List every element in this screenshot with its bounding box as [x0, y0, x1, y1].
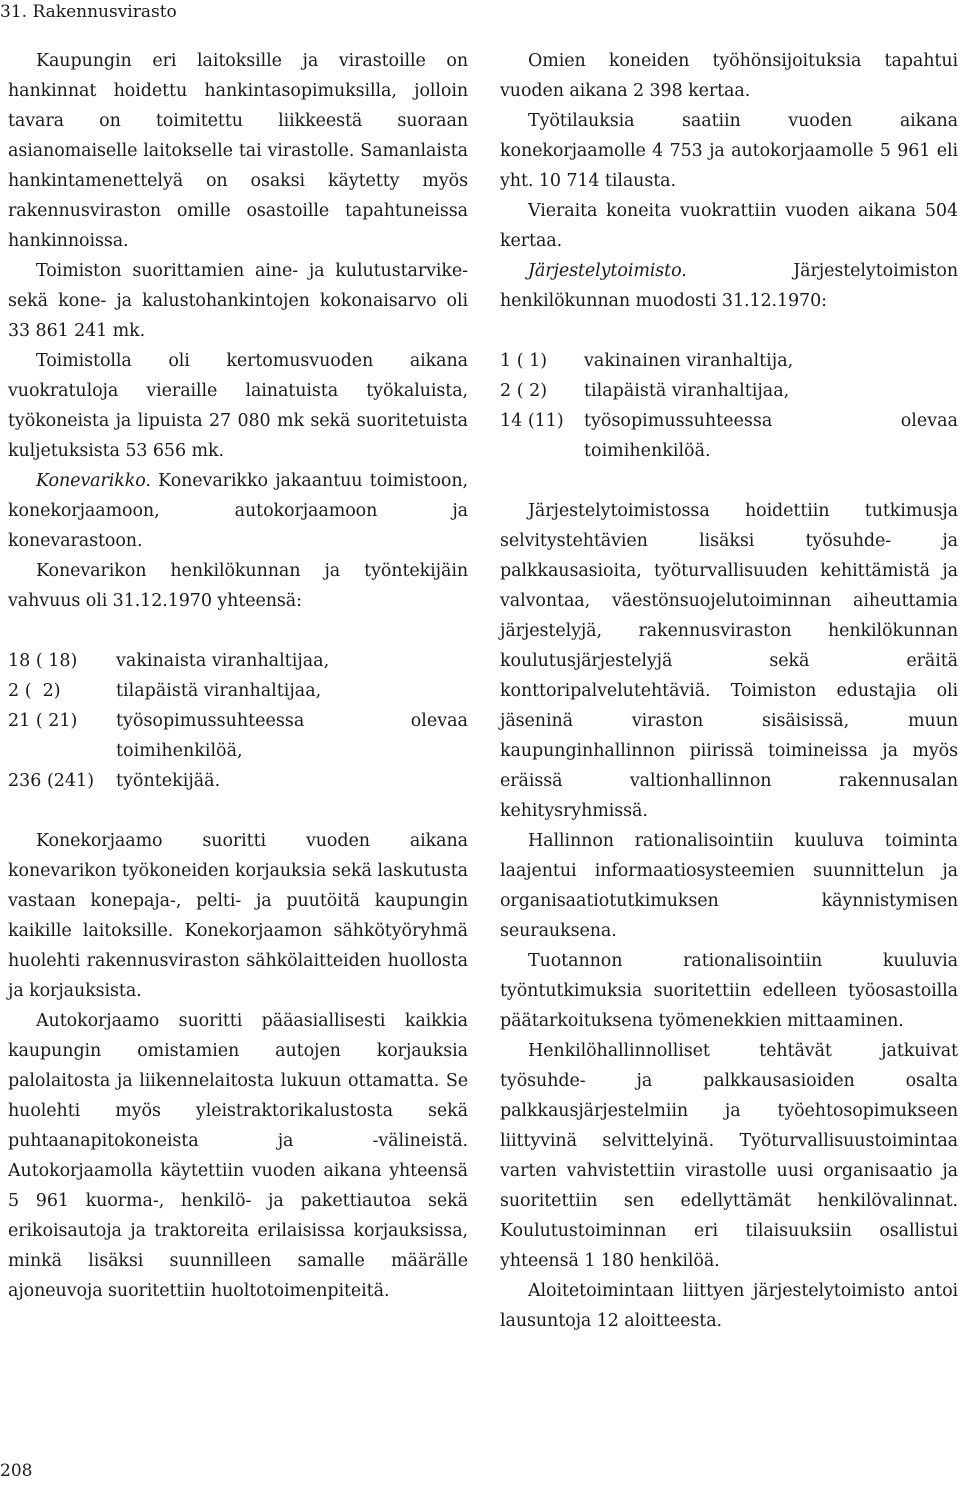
paragraph: [500, 256, 958, 316]
list-item: [8, 706, 468, 766]
paragraph: Kaupungin eri laitoksille ja virastoille on hankinnat hoidettu hankintasopimuksilla, jolloin tavara on toimitettu liikkeestä suoraan asianomaiselle laitokselle tai virastolle. Samanlaista hankintamenettelyä on osaksi käytetty myös rakennusviraston omille osastoille tapahtuneissa hankinnoissa.: [8, 51, 468, 251]
list-item: [500, 346, 958, 376]
list-item-text: työntekijää.: [116, 771, 221, 791]
paragraph: Työtilauksia saatiin vuoden aikana konekorjaamolle 4 753 ja autokorjaamolle 5 961 eli yht. 10 714 tilausta.: [500, 111, 958, 191]
paragraph: Hallinnon rationalisointiin kuuluva toiminta laajentui informaatiosysteemien suunnittelun ja organisaatiotutkimuksen käynnistymisen seurauksena.: [500, 831, 958, 941]
list-item-count: 236 (241): [8, 771, 95, 791]
list-item-count: 1 ( 1): [500, 351, 548, 371]
staff-list: [8, 646, 468, 796]
list-item-count: 2 ( 2): [8, 681, 61, 701]
page-number: 208: [0, 1461, 33, 1481]
list-item-text: työsopimussuhteessa olevaa toimihenkilöä.: [584, 411, 958, 461]
left-column: [8, 46, 468, 1306]
paragraph: Vieraita koneita vuokrattiin vuoden aikana 504 kertaa.: [500, 201, 958, 251]
list-item: [8, 676, 468, 706]
paragraph: Järjestelytoimistossa hoidettiin tutkimusja selvitystehtävien lisäksi työsuhde- ja palkkausasioita, työturvallisuuden kehittämistä ja valvontaa, väestönsuojelutoiminnan aiheuttamia järjestelyjä, rakennusviraston henkilökunnan koulutusjärjestelyjä sekä eräitä konttoripalvelutehtäviä. Toimiston edustajia oli jäseninä viraston sisäisissä, muun kaupunginhallinnon piirissä toimineissa ja myös eräissä valtionhallinnon rakennusalan kehitysryhmissä.: [500, 501, 958, 821]
list-item: [8, 646, 468, 676]
list-item-text: tilapäistä viranhaltijaa,: [116, 681, 322, 701]
list-item: [500, 376, 958, 406]
list-item-text: vakinainen viranhaltija,: [584, 351, 794, 371]
staff-list: [500, 346, 958, 466]
list-item-count: 18 ( 18): [8, 651, 78, 671]
list-item-text: tilapäistä viranhaltijaa,: [584, 381, 790, 401]
list-item-count: 14 (11): [500, 411, 564, 431]
paragraph-text: Konevarikko jakaantuu toimistoon, konekorjaamoon, autokorjaamoon ja konevarastoon.: [8, 471, 468, 551]
paragraph: Aloitetoimintaan liittyen järjestelytoimisto antoi lausuntoja 12 aloitteesta.: [500, 1281, 958, 1331]
list-item-text: vakinaista viranhaltijaa,: [116, 651, 330, 671]
list-item-count: 2 ( 2): [500, 381, 548, 401]
paragraph: Konekorjaamo suoritti vuoden aikana konevarikon työkoneiden korjauksia sekä laskutusta vastaan konepaja-, pelti- ja puutöitä kaupungin kaikille laitoksille. Konekorjaamon sähkötyöryhmä huolehti rakennusviraston sähkölaitteiden huollosta ja korjauksista.: [8, 831, 468, 1001]
section-heading: Konevarikko.: [36, 471, 151, 491]
paragraph: Toimiston suorittamien aine- ja kulutustarvike- sekä kone- ja kalustohankintojen kokonaisarvo oli 33 861 241 mk.: [8, 261, 468, 341]
list-item-text: työsopimussuhteessa olevaa toimihenkilöä,: [116, 711, 468, 761]
list-item-count: 21 ( 21): [8, 711, 78, 731]
running-header: 31. Rakennusvirasto: [0, 2, 177, 22]
list-item: [500, 406, 958, 466]
paragraph: Toimistolla oli kertomusvuoden aikana vuokratuloja vieraille lainatuista työkaluista, työkoneista ja lipuista 27 080 mk sekä suoritetuista kuljetuksista 53 656 mk.: [8, 351, 468, 461]
paragraph-text: Järjestelytoimiston henkilökunnan muodosti 31.12.1970:: [500, 261, 958, 311]
list-item: [8, 766, 468, 796]
paragraph: Omien koneiden työhönsijoituksia tapahtui vuoden aikana 2 398 kertaa.: [500, 51, 958, 101]
right-column: [500, 46, 958, 1336]
paragraph: [8, 466, 468, 556]
paragraph: Tuotannon rationalisointiin kuuluvia työntutkimuksia suoritettiin edelleen työosastoilla päätarkoituksena työmenekkien mittaaminen.: [500, 951, 958, 1031]
paragraph: Autokorjaamo suoritti pääasiallisesti kaikkia kaupungin omistamien autojen korjauksia palolaitosta ja liikennelaitosta lukuun ottamatta. Se huolehti myös yleistraktorikalustosta sekä puhtaanapitokoneista ja -välineistä. Autokorjaamolla käytettiin vuoden aikana yhteensä 5 961 kuorma-, henkilö- ja pakettiautoa sekä erikoisautoja ja traktoreita erilaisissa korjauksissa, minkä lisäksi suunnilleen samalle määrälle ajoneuvoja suoritettiin huoltotoimenpiteitä.: [8, 1011, 468, 1301]
section-heading: Järjestelytoimisto.: [528, 261, 687, 281]
paragraph: Konevarikon henkilökunnan ja työntekijäin vahvuus oli 31.12.1970 yhteensä:: [8, 561, 468, 611]
paragraph: Henkilöhallinnolliset tehtävät jatkuivat työsuhde- ja palkkausasioiden osalta palkkausjärjestelmiin ja työehtosopimukseen liittyvinä selvittelyinä. Työturvallisuustoimintaa varten vahvistettiin virastolle uusi organisaatio ja suoritettiin sen edellyttämät henkilövalinnat. Koulutustoiminnan eri tilaisuuksiin osallistui yhteensä 1 180 henkilöä.: [500, 1041, 958, 1271]
